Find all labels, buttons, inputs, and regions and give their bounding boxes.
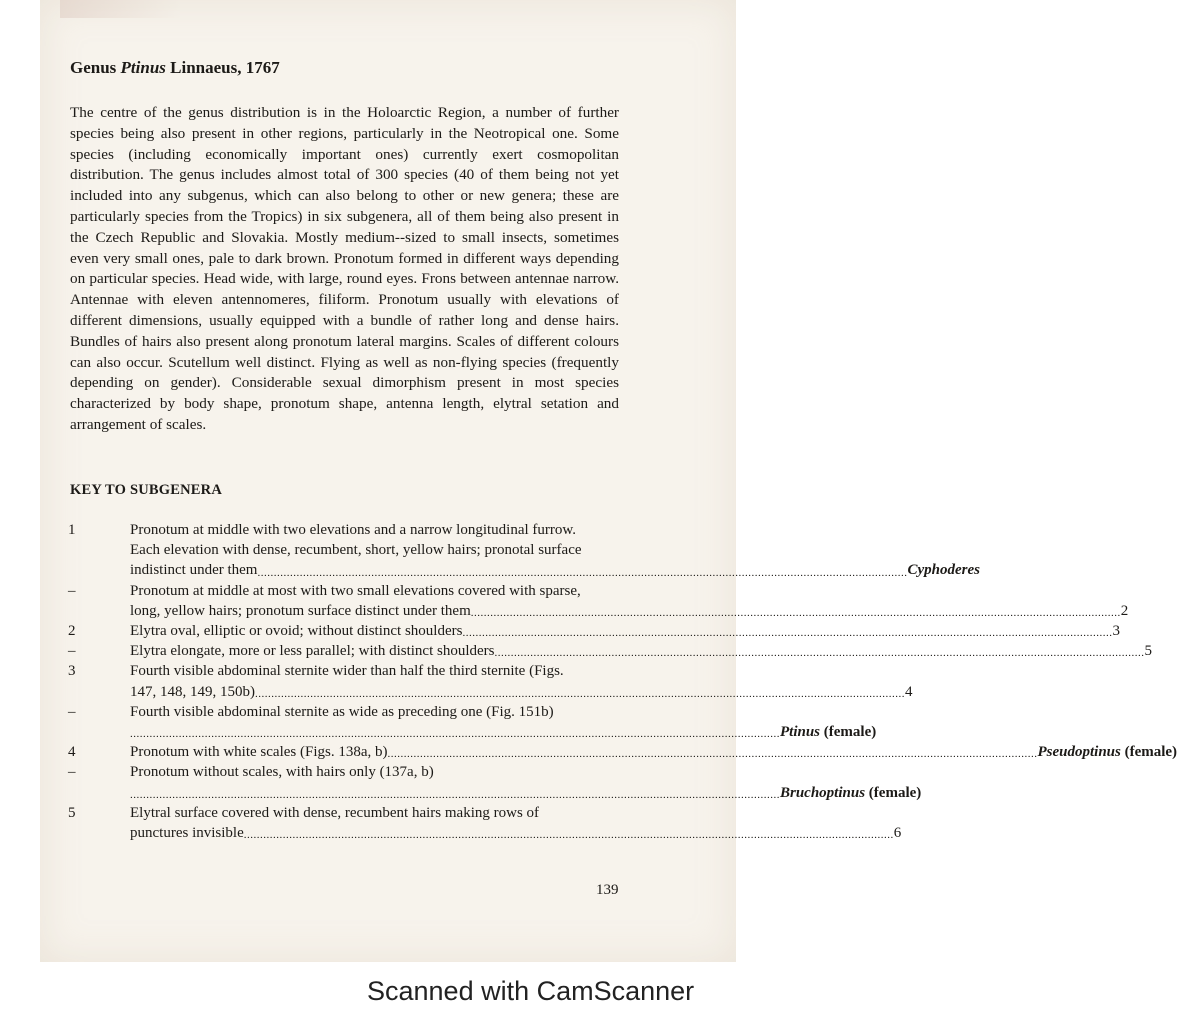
couplet-text: Fourth visible abdominal sternite wider than half the third sternite (Figs.: [130, 663, 564, 680]
couplet-number: –: [68, 643, 76, 660]
couplet-text: long, yellow hairs; pronotum surface distinct under them: [130, 602, 471, 619]
genus-heading: [70, 58, 280, 78]
couplet-text: Pronotum at middle with two elevations and a narrow longitudinal furrow.: [130, 522, 577, 538]
key-couplet: [62, 742, 1177, 762]
couplet-line: [130, 581, 1128, 601]
leader-dots: [130, 726, 780, 742]
leader-dots: [387, 746, 1037, 762]
couplet-line: [130, 661, 913, 681]
couplet-line: [130, 742, 1177, 762]
couplet-line: [130, 722, 876, 742]
heading-author: Linnaeus, 1767: [165, 58, 280, 77]
leader-dots: [244, 827, 894, 843]
couplet-text: Each elevation with dense, recumbent, short, yellow hairs; pronotal surface: [130, 542, 582, 559]
key-couplet: [62, 520, 980, 581]
heading-prefix: Genus: [70, 58, 121, 77]
subgenus-name: Ptinus: [780, 724, 821, 741]
couplet-target: [1037, 742, 1177, 762]
camscanner-watermark: Scanned with CamScanner: [367, 976, 695, 1006]
couplet-number: –: [68, 764, 76, 781]
subgenus-name: Bruchoptinus: [780, 784, 866, 801]
key-title: KEY TO SUBGENERA: [70, 482, 223, 498]
couplet-target: [780, 783, 921, 803]
couplet-line: [130, 621, 1120, 641]
couplet-text: 147, 148, 149, 150b): [130, 683, 255, 700]
leader-dots: [495, 645, 1145, 661]
key-couplet: [62, 641, 1152, 661]
subgenus-name: Pseudoptinus: [1037, 744, 1121, 761]
couplet-number: 4: [68, 744, 76, 761]
key-couplet: [62, 803, 902, 843]
couplet-target: 5: [1144, 643, 1152, 660]
couplet-line: [130, 702, 876, 722]
couplet-text: Pronotum without scales, with hairs only (137a, b): [130, 764, 434, 781]
couplet-text: Fourth visible abdominal sternite as wide as preceding one (Fig. 151b): [130, 703, 554, 720]
key-couplet: [62, 762, 922, 802]
key-couplet: [62, 661, 913, 701]
couplet-target: [907, 560, 980, 580]
couplet-line: [130, 560, 980, 580]
sex-note: (female): [820, 724, 877, 741]
couplet-text: Pronotum with white scales (Figs. 138a, b): [130, 744, 388, 761]
couplet-text: Elytral surface covered with dense, recumbent hairs making rows of: [130, 804, 540, 821]
couplet-target: 3: [1112, 623, 1120, 640]
key-couplet: [62, 581, 1129, 621]
couplet-target: 6: [893, 825, 902, 842]
couplet-number: 1: [68, 522, 76, 538]
leader-dots: [255, 686, 905, 702]
sex-note: (female): [1120, 744, 1177, 761]
key-to-subgenera: [62, 520, 1177, 843]
scan-smudge: [60, 0, 180, 18]
leader-dots: [130, 787, 780, 803]
key-couplet: [62, 702, 877, 742]
couplet-line: [130, 823, 901, 843]
couplet-number: –: [68, 582, 76, 599]
sex-note: (female): [865, 784, 922, 801]
leader-dots: [471, 605, 1121, 621]
couplet-number: –: [68, 703, 76, 720]
heading-genus: Ptinus: [120, 58, 166, 77]
leader-dots: [462, 625, 1112, 641]
leader-dots: [257, 565, 907, 581]
couplet-text: Elytra oval, elliptic or ovoid; without distinct shoulders: [130, 623, 463, 640]
couplet-line: [130, 762, 921, 782]
couplet-text: Pronotum at middle at most with two small elevations covered with sparse,: [130, 582, 581, 599]
couplet-text: indistinct under them: [130, 562, 258, 579]
page-number: 139: [596, 882, 619, 898]
couplet-line: [130, 520, 980, 540]
key-couplet: [62, 621, 1120, 641]
couplet-line: [130, 783, 921, 803]
couplet-target: [780, 722, 876, 742]
couplet-text: Elytra elongate, more or less parallel; with distinct shoulders: [130, 643, 495, 660]
couplet-target: 2: [1120, 602, 1129, 619]
couplet-target: 4: [905, 683, 913, 700]
couplet-line: [130, 641, 1152, 661]
couplet-line: [130, 540, 980, 560]
subgenus-name: Cyphoderes: [907, 562, 980, 579]
couplet-number: 3: [68, 663, 76, 680]
couplet-line: [130, 601, 1128, 621]
couplet-number: 2: [68, 623, 76, 640]
couplet-text: punctures invisible: [130, 825, 244, 842]
couplet-line: [130, 682, 913, 702]
couplet-number: 5: [68, 804, 76, 821]
couplet-line: [130, 803, 901, 823]
genus-description: The centre of the genus distribution is in the Holoarctic Region, a number of further species being also present in other regions, particularly in the Neotropical one. Some species (including economically important ones) currently exert cosmopolitan distribution. The genus includes almost total of 300 species (40 of them being not yet included into any subgenus, which can also belong to other or new genera; these are particularly species from the Tropics) in six subgenera, all of them being also present in the Czech Republic and Slovakia. Mostly medium--sized to small insects, sometimes even very small ones, pale to dark brown. Pronotum formed in different ways depending on particular species. Head wide, with large, round eyes. Frons between antennae narrow. Antennae with eleven antennomeres, filiform. Pronotum usually with elevations of different dimensions, usually equipped with a bundle of rather long and dense hairs. Bundles of hairs also present along pronotum lateral margins. Scales of different colours can also occur. Scutellum well distinct. Flying as well as non-flying species (frequently depending on gender). Considerable sexual dimorphism present in most species characterized by body shape, pronotum shape, antenna length, elytral setation and arrangement of scales.: [70, 104, 619, 433]
